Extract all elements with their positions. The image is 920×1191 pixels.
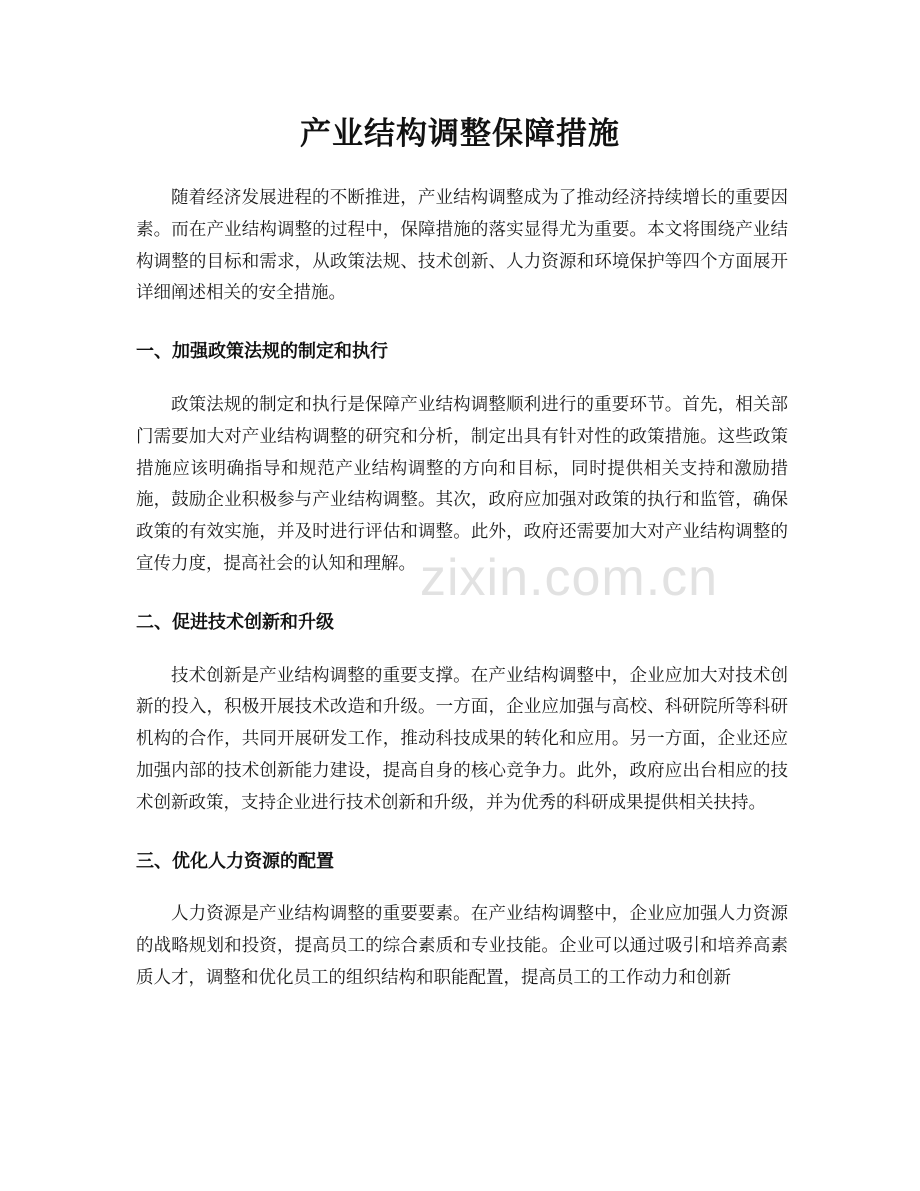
page-title: 产业结构调整保障措施 <box>300 116 620 152</box>
section-body-policy: 政策法规的制定和执行是保障产业结构调整顺利进行的重要环节。首先，相关部门需要加大对产业结构调整的研究和分析，制定出具有针对性的政策措施。这些政策措施应该明确指导和规范产业结构调整的方向和目标，同时提供相关支持和激励措施，鼓励企业积极参与产业结构调整。其次，政府应加强对政策的执行和监管，确保政策的有效实施，并及时进行评估和调整。此外，政府还需要加大对产业结构调整的宣传力度，提高社会的认知和理解。 <box>136 394 788 574</box>
section-heading-policy: 一、加强政策法规的制定和执行 <box>136 341 388 363</box>
section-body-human-resources: 人力资源是产业结构调整的重要要素。在产业结构调整中，企业应加强人力资源的战略规划和投资，提高员工的综合素质和专业技能。企业可以通过吸引和培养高素质人才，调整和优化员工的组织结构和职能配置，提高员工的工作动力和创新 <box>136 904 788 988</box>
intro-paragraph: 随着经济发展进程的不断推进，产业结构调整成为了推动经济持续增长的重要因素。而在产业结构调整的过程中，保障措施的落实显得尤为重要。本文将围绕产业结构调整的目标和需求，从政策法规、技术创新、人力资源和环境保护等四个方面展开详细阐述相关的安全措施。 <box>136 188 788 304</box>
document-body <box>136 183 788 1021</box>
section-heading-technology: 二、促进技术创新和升级 <box>136 611 334 633</box>
section-heading-human-resources: 三、优化人力资源的配置 <box>136 850 334 872</box>
section-body-technology: 技术创新是产业结构调整的重要支撑。在产业结构调整中，企业应加大对技术创新的投入，积极开展技术改造和升级。一方面，企业应加强与高校、科研院所等科研机构的合作，共同开展研发工作，推动科技成果的转化和应用。另一方面，企业还应加强内部的技术创新能力建设，提高自身的核心竞争力。此外，政府应出台相应的技术创新政策，支持企业进行技术创新和升级，并为优秀的科研成果提供相关扶持。 <box>136 665 788 813</box>
watermark: zixin.com.cn <box>420 549 719 607</box>
